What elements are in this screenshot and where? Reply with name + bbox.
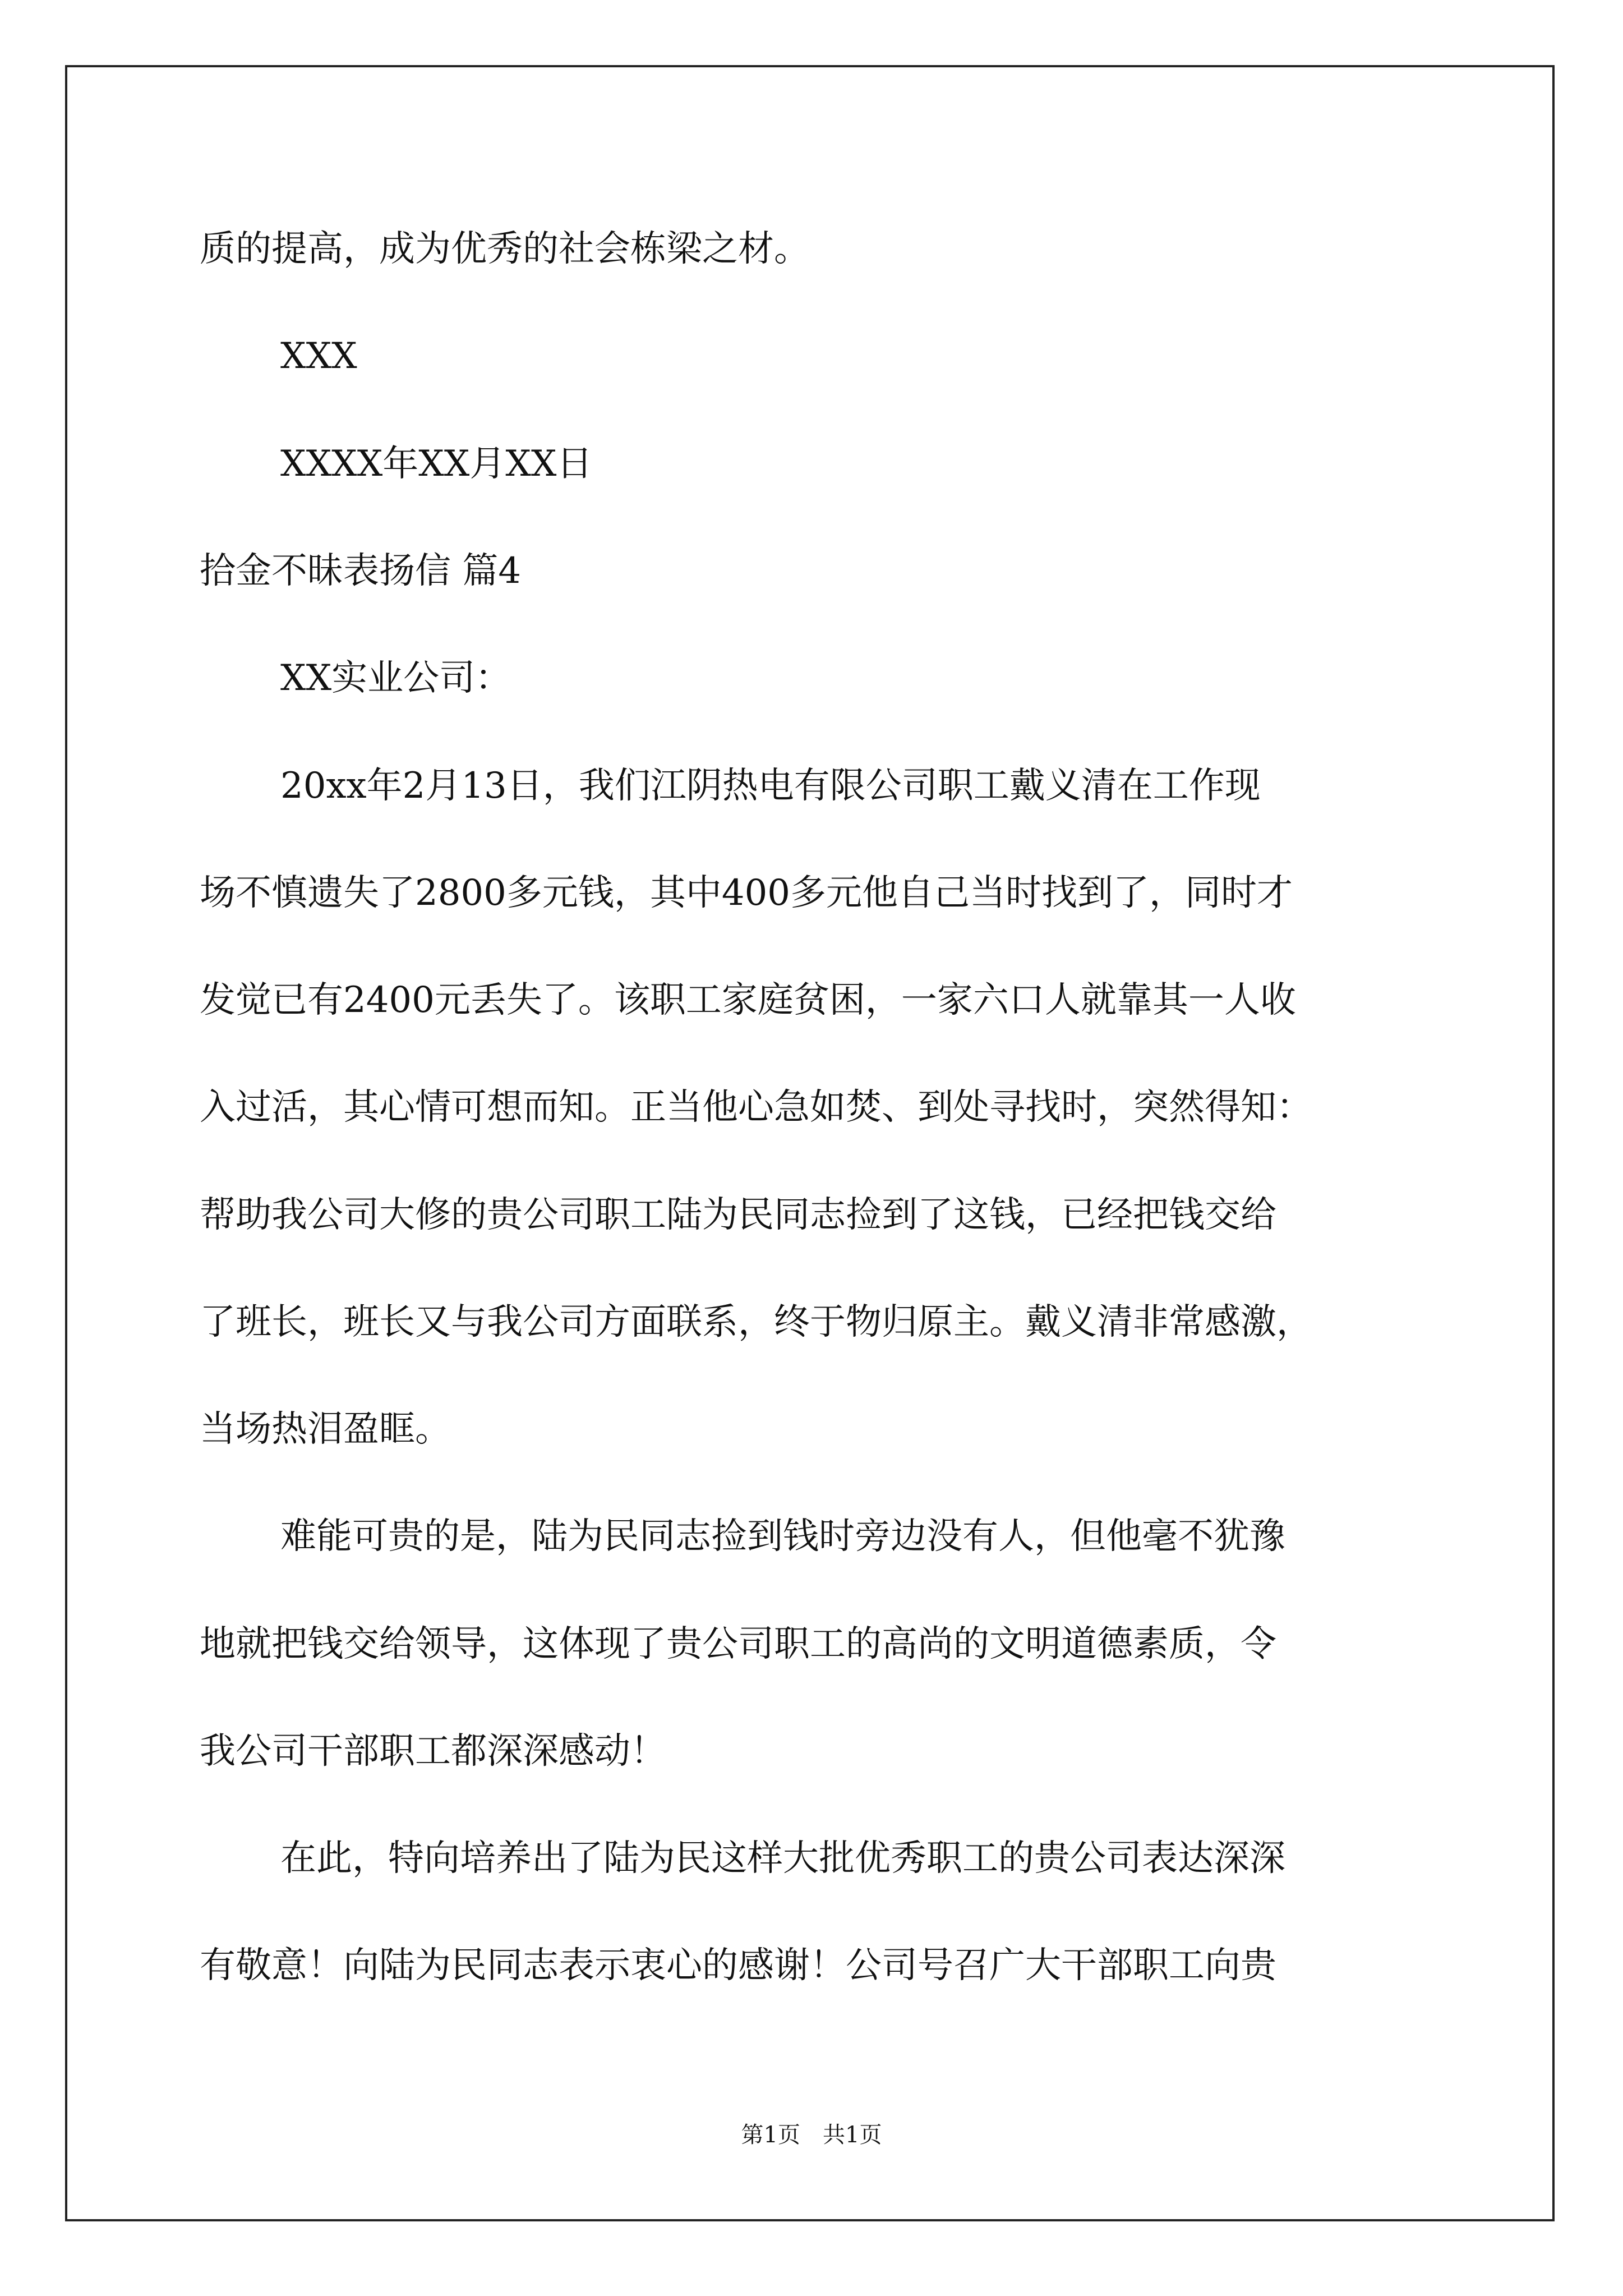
body-line: 在此，特向培养出了陆为民这样大批优秀职工的贵公司表达深深 — [280, 1838, 1285, 1879]
signature-name: XXX — [280, 335, 357, 377]
signature-date: XXXX年XX月XX日 — [280, 443, 593, 485]
body-line: 20xx年2月13日，我们江阴热电有限公司职工戴义清在工作现 — [280, 765, 1261, 807]
body-line: 了班长，班长又与我公司方面联系，终于物归原主。戴义清非常感激， — [200, 1301, 1312, 1343]
body-line: 入过活，其心情可想而知。正当他心急如焚、到处寻找时，突然得知： — [200, 1087, 1312, 1128]
page-footer: 第1页 共1页 — [741, 2122, 882, 2148]
body-line: 难能可贵的是，陆为民同志捡到钱时旁边没有人，但他毫不犹豫 — [280, 1516, 1285, 1557]
body-line: 帮助我公司大修的贵公司职工陆为民同志捡到了这钱，已经把钱交给 — [200, 1194, 1276, 1236]
body-line: 有敬意！向陆为民同志表示衷心的感谢！公司号召广大干部职工向贵 — [200, 1945, 1276, 1986]
body-line: 质的提高，成为优秀的社会栋梁之材。 — [200, 228, 810, 270]
body-line: 地就把钱交给领导，这体现了贵公司职工的高尚的文明道德素质，令 — [200, 1623, 1276, 1665]
page-border — [65, 65, 1555, 2221]
body-line: 场不慎遗失了2800多元钱，其中400多元他自己当时找到了，同时才 — [200, 872, 1293, 914]
body-line: 我公司干部职工都深深感动！ — [200, 1731, 666, 1772]
body-line: 当场热泪盈眶。 — [200, 1409, 451, 1450]
body-line: 发觉已有2400元丢失了。该职工家庭贫困，一家六口人就靠其一人收 — [200, 979, 1296, 1021]
section-heading: 拾金不昧表扬信 篇4 — [200, 550, 522, 592]
letter-salutation: XX实业公司： — [280, 657, 511, 699]
